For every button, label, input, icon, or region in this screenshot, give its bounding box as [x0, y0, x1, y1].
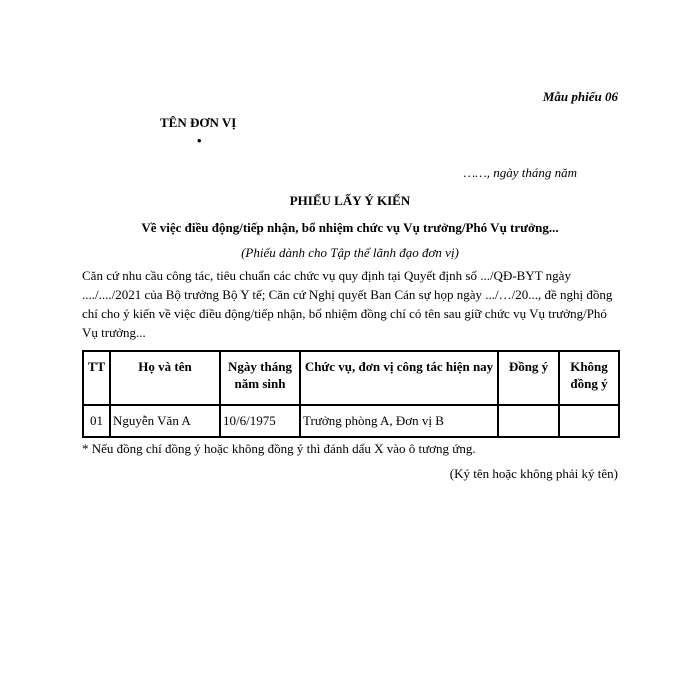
date-line: ……, ngày tháng năm [463, 165, 577, 180]
cell-agree[interactable] [498, 405, 559, 437]
footnote: * Nếu đồng chí đồng ý hoặc không đồng ý thì đánh dấu X vào ô tương ứng. [82, 441, 476, 456]
document-subtitle: Về việc điều động/tiếp nhận, bổ nhiệm chức vụ Vụ trưởng/Phó Vụ trưởng... [141, 220, 559, 235]
cell-tt: 01 [83, 405, 110, 437]
document-title: PHIẾU LẤY Ý KIẾN [289, 193, 411, 208]
form-code: Mẫu phiếu 06 [542, 89, 618, 104]
unit-name: TÊN ĐƠN VỊ [160, 115, 237, 130]
table-header-row [83, 351, 619, 405]
cell-position: Trưởng phòng A, Đơn vị B [300, 405, 498, 437]
unit-bullet-icon: • [197, 133, 202, 148]
header-position: Chức vụ, đơn vị công tác hiện nay [300, 351, 498, 405]
header-tt: TT [83, 351, 110, 405]
header-dob: Ngày tháng năm sinh [220, 351, 300, 405]
signature-note: (Ký tên hoặc không phải ký tên) [449, 466, 618, 481]
cell-dob: 10/6/1975 [220, 405, 300, 437]
cell-disagree[interactable] [559, 405, 619, 437]
header-disagree: Không đồng ý [559, 351, 619, 405]
audience-note: (Phiếu dành cho Tập thể lãnh đạo đơn vị) [241, 245, 459, 260]
body-paragraph: Căn cứ nhu cầu công tác, tiêu chuẩn các chức vụ quy định tại Quyết định số .../QĐ-BYT ngày ..../..../2021 của Bộ trưởng Bộ Y tế; Căn cứ Nghị quyết Ban Cán sự họp ngày .../…/20..., đề nghị đồng chí cho ý kiến về việc điều động/tiếp nhận, bổ nhiệm đồng chí có tên sau giữ chức vụ Vụ trưởng/Phó Vụ trưởng... [82, 268, 613, 340]
cell-name: Nguyễn Văn A [110, 405, 220, 437]
table-row [83, 405, 619, 437]
opinion-table [82, 350, 620, 438]
header-agree: Đồng ý [498, 351, 559, 405]
header-name: Họ và tên [110, 351, 220, 405]
